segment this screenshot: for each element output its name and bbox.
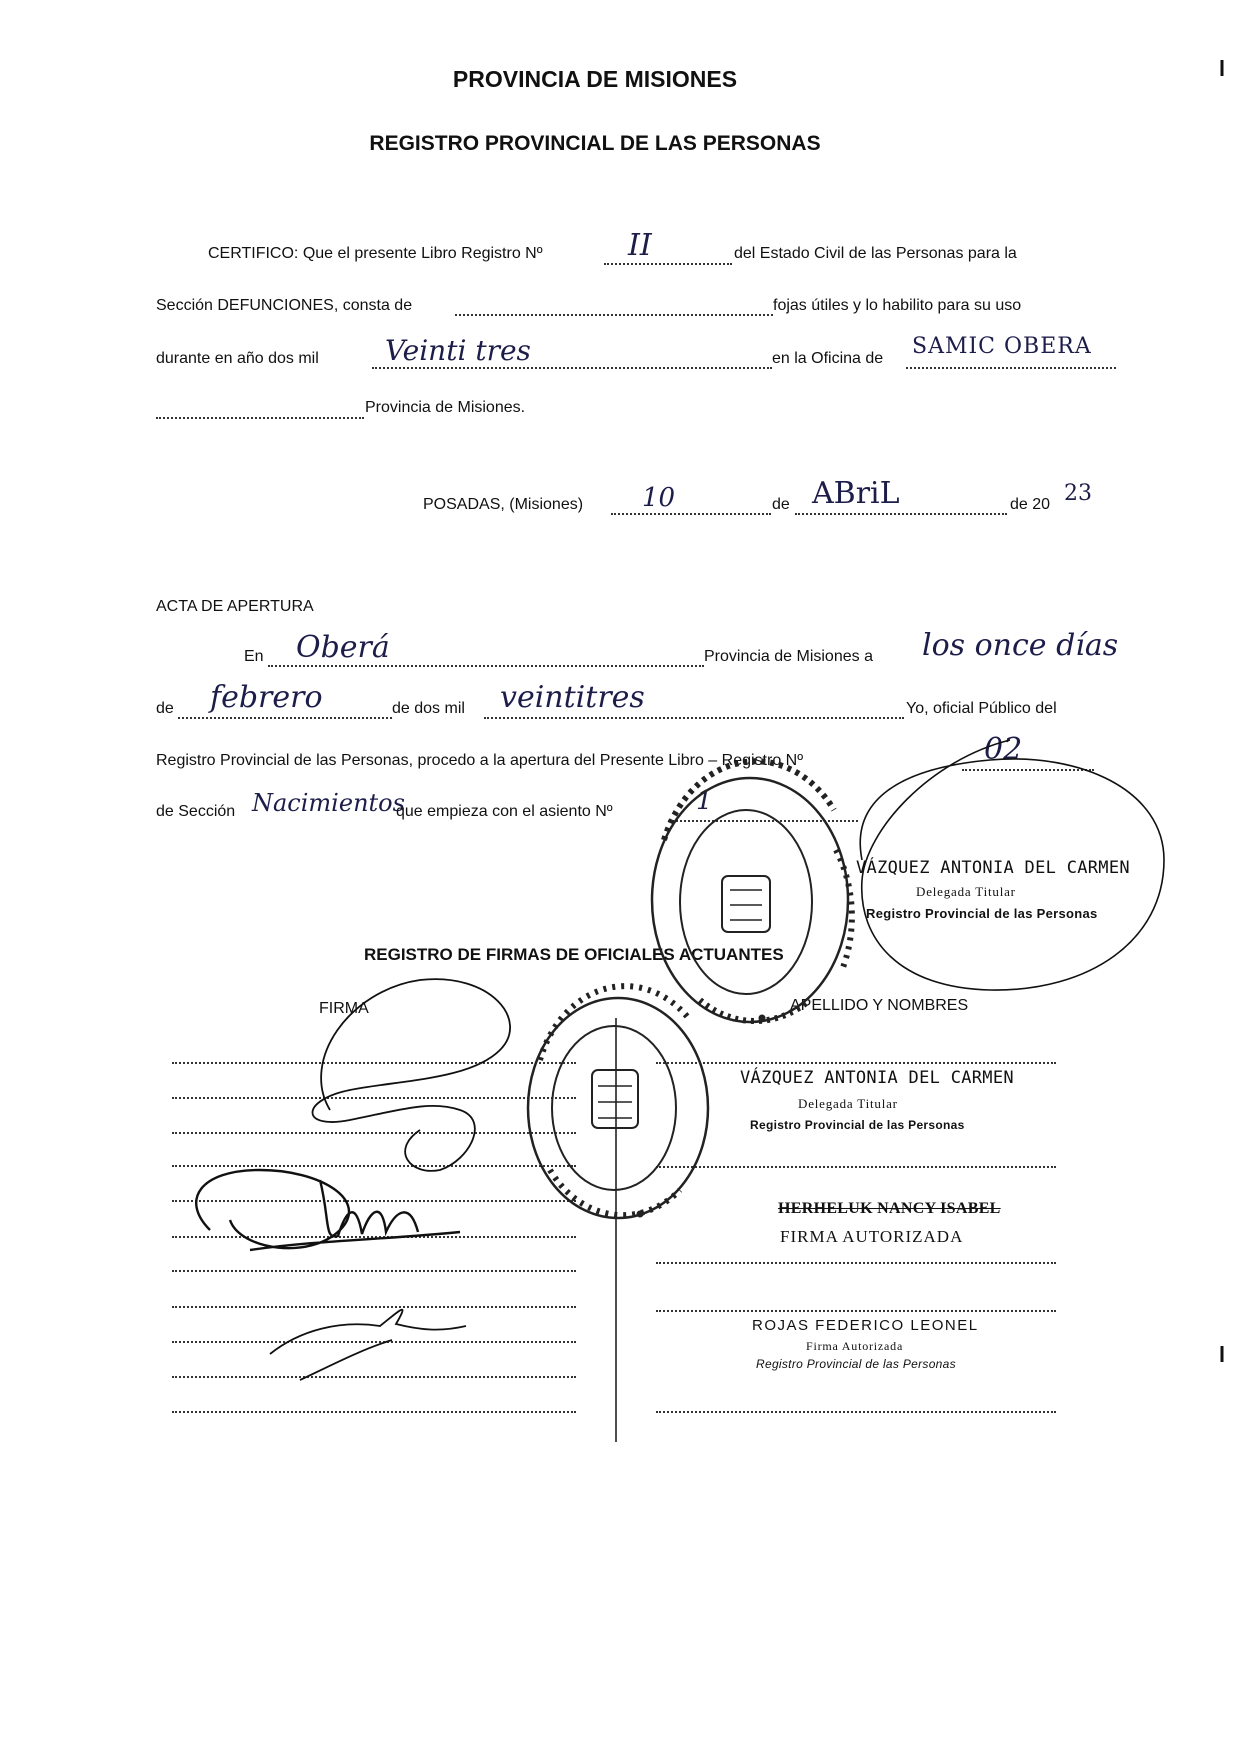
hw-days: los once días: [922, 628, 1119, 663]
hw-acta-year: veintitres: [500, 680, 645, 715]
page-subtitle: REGISTRO PROVINCIAL DE LAS PERSONAS: [369, 132, 821, 155]
hw-year-suffix: 23: [1064, 481, 1092, 506]
stamp-top-office: Registro Provincial de las Personas: [866, 906, 1098, 921]
official-3-office: Registro Provincial de las Personas: [756, 1357, 956, 1371]
hw-year: Veinti tres: [385, 334, 531, 367]
acta-l4-b: que empieza con el asiento Nº: [396, 803, 613, 820]
hw-day: 10: [642, 483, 676, 513]
page-title: PROVINCIA DE MISIONES: [452, 66, 738, 92]
round-seal-top: [652, 761, 852, 1022]
round-seal-bottom: [528, 986, 708, 1218]
cert-line4: Provincia de Misiones.: [365, 399, 526, 416]
hw-office: SAMIC OBERA: [912, 334, 1092, 359]
official-3-role: Firma Autorizada: [806, 1339, 904, 1353]
acta-l2-b: de dos mil: [392, 700, 465, 717]
official-2-role: FIRMA AUTORIZADA: [780, 1227, 964, 1246]
official-1-name: VÁZQUEZ ANTONIA DEL CARMEN: [740, 1068, 1014, 1088]
date-place: POSADAS, (Misiones): [423, 496, 584, 513]
cert-line3-a: durante en año dos mil: [156, 350, 319, 367]
signature-2: [196, 1170, 460, 1250]
hw-place: Oberá: [296, 630, 390, 665]
cert-line3-b: en la Oficina de: [772, 350, 884, 367]
official-1-office: Registro Provincial de las Personas: [750, 1118, 965, 1132]
hw-asiento: 1: [696, 786, 713, 816]
signature-3: [270, 1310, 466, 1380]
handdrawn-loop: [860, 740, 1164, 990]
cert-line2-b: fojas útiles y lo habilito para su uso: [773, 297, 1022, 314]
firmas-heading: REGISTRO DE FIRMAS DE OFICIALES ACTUANTES: [364, 945, 784, 964]
date-de1: de: [772, 496, 790, 513]
col-nombres-header: APELLIDO Y NOMBRES: [790, 997, 969, 1014]
cert-line1-b: del Estado Civil de las Personas para la: [734, 245, 1017, 262]
official-1-role: Delegada Titular: [798, 1096, 898, 1111]
stamp-top-name: VÁZQUEZ ANTONIA DEL CARMEN: [856, 858, 1130, 878]
date-de2: de 20: [1010, 496, 1051, 513]
acta-l3: Registro Provincial de las Personas, procedo a la apertura del Presente Libro – Registro Nº: [156, 752, 804, 769]
hw-libro-no: II: [628, 228, 652, 263]
acta-l1-b: Provincia de Misiones a: [704, 648, 873, 665]
cert-line1-a: CERTIFICO: Que el presente Libro Registro Nº: [208, 245, 543, 262]
acta-l1-a: En: [244, 648, 264, 665]
acta-heading: ACTA DE APERTURA: [156, 598, 314, 615]
hw-month: ABriL: [812, 476, 900, 511]
signature-1: [313, 979, 511, 1171]
hw-acta-month: febrero: [210, 680, 323, 715]
cert-line2-a: Sección DEFUNCIONES, consta de: [156, 297, 413, 314]
stamp-top-role: Delegada Titular: [916, 884, 1016, 899]
hw-registro-no: 02: [984, 732, 1023, 767]
col-firma-header: FIRMA: [319, 1000, 369, 1017]
official-3-name: ROJAS FEDERICO LEONEL: [752, 1317, 979, 1334]
acta-l4-a: de Sección: [156, 803, 236, 820]
acta-l2-c: Yo, oficial Público del: [906, 700, 1057, 717]
hw-section: Nacimientos: [252, 789, 405, 817]
acta-l2-a: de: [156, 700, 174, 717]
official-2-name: HERHELUK NANCY ISABEL: [778, 1200, 1001, 1217]
